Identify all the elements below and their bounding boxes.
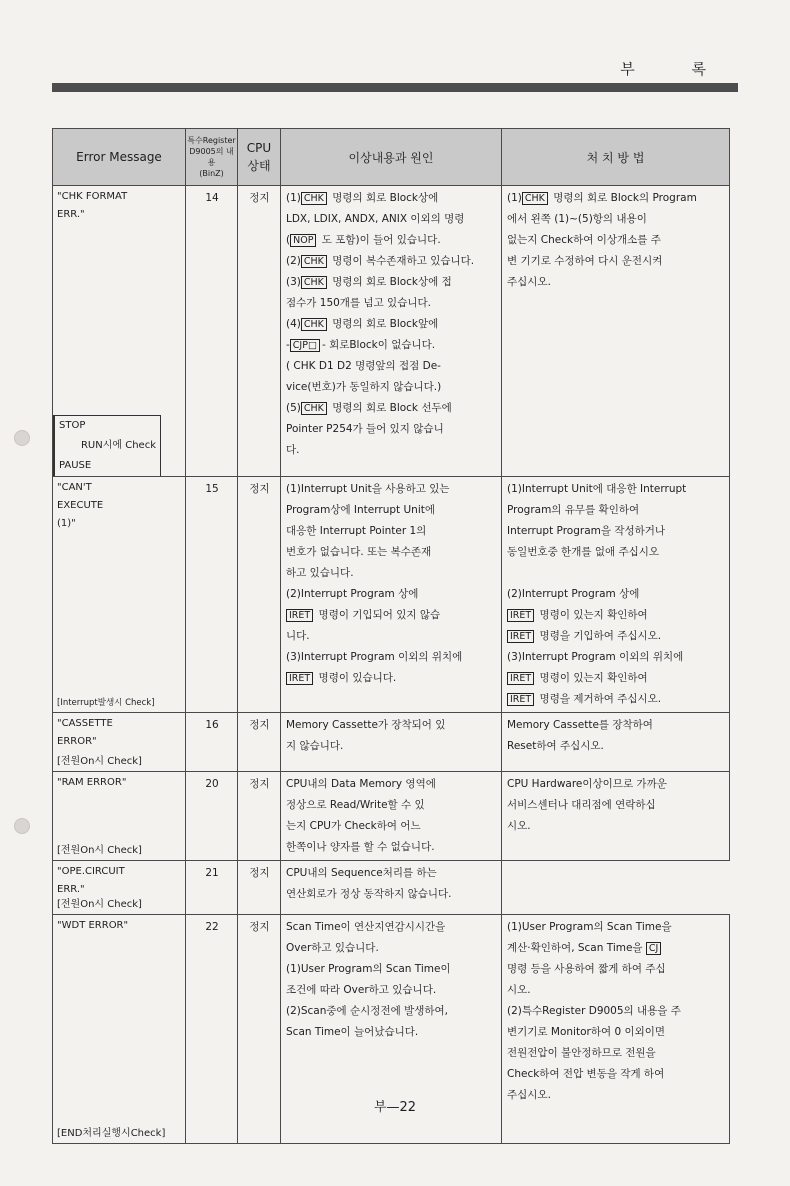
binder-hole-top [14, 430, 30, 446]
register-value: 14 [186, 186, 238, 477]
cause-line: Memory Cassette가 장착되어 있 [286, 719, 446, 731]
action-line: 변 기기로 수정하여 다시 운전시켜 [507, 255, 663, 267]
cause-line: CPU내의 Sequence처리를 하는 [286, 867, 437, 879]
cause-line: 정상으로 Read/Write할 수 있 [286, 799, 425, 811]
instruction-box: CHK [301, 402, 327, 415]
binder-hole-bottom [14, 818, 30, 834]
check-condition: [END처리실행시Check] [57, 1128, 166, 1139]
error-message: "CAN'T EXECUTE (1)" [57, 482, 104, 529]
action-line: 없는지 Check하여 이상개소를 주 [507, 234, 661, 246]
cpu-state: 정지 [238, 772, 281, 861]
cause-line: (3) CHK 명령의 회로 Block상에 접 [286, 276, 452, 288]
action-line: IRET 명령이 있는지 확인하여 [507, 668, 725, 689]
cause-line: 는지 CPU가 Check하여 어느 [286, 820, 421, 832]
instruction-box: CJP□ [290, 339, 320, 352]
error-message-cell [53, 861, 186, 915]
action-line: (3)Interrupt Program 이외의 위치에 [507, 651, 684, 663]
action-line: 명령 등을 사용하여 짧게 하여 주십 [507, 963, 666, 975]
cpu-state: 정지 [238, 915, 281, 1144]
cause-cell [281, 477, 502, 713]
error-message: "CHK FORMAT ERR." [57, 191, 128, 220]
action-line: Interrupt Program을 작성하거나 [507, 525, 666, 537]
register-value: 20 [186, 772, 238, 861]
action-line: 서비스센터나 대리점에 연락하십 [507, 799, 656, 811]
cause-line: IRET 명령이 있습니다. [286, 668, 497, 689]
instruction-box: CJ [646, 942, 661, 955]
check-condition: [Interrupt발생시 Check] [57, 698, 155, 708]
cause-line: LDX, LDIX, ANDX, ANIX 이외의 명령 [286, 213, 465, 225]
header-action: 처 치 방 법 [502, 129, 730, 186]
header-cause: 이상내용과 원인 [281, 129, 502, 186]
cause-cell [281, 861, 502, 915]
instruction-box: CHK [522, 192, 548, 205]
error-message-cell [53, 477, 186, 713]
instruction-box: CHK [301, 276, 327, 289]
action-cell [502, 713, 730, 772]
cause-line: Pointer P254가 들어 있지 않습니 [286, 423, 444, 435]
action-line: Memory Cassette를 장착하여 [507, 719, 653, 731]
table-row [53, 713, 730, 772]
cause-line: (5) CHK 명령의 회로 Block 선두에 [286, 402, 452, 414]
table-row [53, 186, 730, 477]
error-message-cell [53, 186, 186, 477]
action-line: 전원전압이 불안정하므로 전원을 [507, 1047, 656, 1059]
action-line: 시오. [507, 984, 531, 996]
table-row [53, 772, 730, 861]
instruction-box: IRET [286, 609, 313, 622]
cause-line: (1)User Program의 Scan Time이 [286, 963, 451, 975]
action-cell [502, 186, 730, 477]
error-message: "RAM ERROR" [57, 777, 127, 788]
instruction-box: IRET [286, 672, 313, 685]
cause-line: IRET 명령이 기입되어 있지 않습 [286, 605, 497, 626]
action-line: CPU Hardware이상이므로 가까운 [507, 778, 667, 790]
action-line: (1) CHK 명령의 회로 Block의 Program [507, 192, 697, 204]
instruction-box: IRET [507, 672, 534, 685]
check-condition-mid: RUN시에 Check [80, 440, 156, 451]
cause-line: Program상에 Interrupt Unit에 [286, 504, 435, 516]
register-value: 16 [186, 713, 238, 772]
action-cell [502, 477, 730, 713]
cause-cell [281, 772, 502, 861]
action-line: 계산·확인하여, Scan Time을 CJ [507, 938, 725, 959]
check-condition-top: STOP [59, 420, 86, 431]
cause-line: 연산회로가 정상 동작하지 않습니다. [286, 888, 452, 900]
action-line: (1)User Program의 Scan Time을 [507, 921, 672, 933]
instruction-box: CHK [301, 192, 327, 205]
action-line: Program의 유무를 확인하여 [507, 504, 640, 516]
check-condition: [전원On시 Check] [57, 756, 142, 767]
cause-line: 대응한 Interrupt Pointer 1의 [286, 525, 427, 537]
header-cpu-state [238, 129, 281, 186]
check-condition-bot: PAUSE [59, 460, 92, 471]
table-row [53, 477, 730, 713]
error-message: "WDT ERROR" [57, 920, 129, 931]
instruction-box: IRET [507, 630, 534, 643]
error-table [52, 128, 730, 1144]
cause-line: 점수가 150개를 넘고 있습니다. [286, 297, 431, 309]
action-line: IRET 명령을 제거하여 주십시오. [507, 689, 725, 710]
header-register-line1: 특수Register [187, 136, 236, 145]
table-row [53, 861, 730, 915]
cause-line: 다. [286, 444, 300, 456]
instruction-box: CHK [301, 318, 327, 331]
cpu-state: 정지 [238, 861, 281, 915]
cause-line: (3)Interrupt Program 이외의 위치에 [286, 651, 463, 663]
cpu-state: 정지 [238, 713, 281, 772]
header-cpu-line2: 상태 [247, 159, 271, 173]
check-condition: [전원On시 Check] [57, 899, 142, 910]
action-line: 주십시오. [507, 276, 551, 288]
cause-line: 조건에 따라 Over하고 있습니다. [286, 984, 437, 996]
action-line: 변기기로 Monitor하여 0 이외이면 [507, 1026, 666, 1038]
action-line: 에서 왼쪽 (1)~(5)항의 내용이 [507, 213, 647, 225]
action-line: Check하여 전압 변동을 작게 하여 [507, 1068, 665, 1080]
cpu-state: 정지 [238, 477, 281, 713]
error-message-cell [53, 772, 186, 861]
cause-line: - CJP□ - 회로Block이 없습니다. [286, 339, 436, 351]
cause-line: (4) CHK 명령의 회로 Block앞에 [286, 318, 439, 330]
instruction-box: IRET [507, 693, 534, 706]
cause-cell [281, 713, 502, 772]
cause-line: 번호가 없습니다. 또는 복수존재 [286, 546, 432, 558]
action-line: IRET 명령이 있는지 확인하여 [507, 605, 725, 626]
header-register-line2: D9005의 내용 [189, 147, 234, 167]
header-error-message: Error Message [53, 129, 186, 186]
cause-line: vice(번호)가 동일하지 않습니다.) [286, 381, 442, 393]
header-register-content [186, 129, 238, 186]
running-header: 부 록 [620, 60, 732, 78]
action-line: 동일번호중 한개를 없애 주십시오 [507, 546, 660, 558]
cause-line: (2)Interrupt Program 상에 [286, 588, 419, 600]
header-cpu-line1: CPU [246, 141, 272, 155]
cause-line: 니다. [286, 630, 310, 642]
cause-line: ( CHK D1 D2 명령앞의 접점 De- [286, 360, 441, 372]
cause-line: Scan Time이 늘어났습니다. [286, 1026, 419, 1038]
register-value: 15 [186, 477, 238, 713]
table-header-row [53, 129, 730, 186]
cause-line: (1)Interrupt Unit을 사용하고 있는 [286, 483, 450, 495]
action-cell [502, 772, 730, 861]
action-line: (1)Interrupt Unit에 대응한 Interrupt [507, 483, 687, 495]
cause-line: 지 않습니다. [286, 740, 344, 752]
register-value: 22 [186, 915, 238, 1144]
register-value: 21 [186, 861, 238, 915]
error-message: "OPE.CIRCUIT ERR." [57, 866, 125, 895]
instruction-box: NOP [290, 234, 316, 247]
page-number: 부—22 [373, 1100, 417, 1115]
cause-line: ( NOP 도 포함)이 들어 있습니다. [286, 234, 441, 246]
cpu-state: 정지 [238, 186, 281, 477]
action-cell [502, 861, 730, 915]
cause-line: Over하고 있습니다. [286, 942, 379, 954]
error-message: "CASSETTE ERROR" [57, 718, 113, 747]
instruction-box: IRET [507, 609, 534, 622]
action-line: IRET 명령을 기입하여 주십시오. [507, 626, 725, 647]
action-line [507, 563, 725, 584]
cause-line: (2) CHK 명령이 복수존재하고 있습니다. [286, 255, 475, 267]
cause-line: Scan Time이 연산지연감시시간을 [286, 921, 446, 933]
cause-line: CPU내의 Data Memory 영역에 [286, 778, 436, 790]
action-line: 시오. [507, 820, 531, 832]
action-line: (2)Interrupt Program 상에 [507, 588, 640, 600]
error-message-cell [53, 713, 186, 772]
header-rule [52, 83, 738, 92]
action-line: (2)특수Register D9005의 내용을 주 [507, 1005, 681, 1017]
action-line: Reset하여 주십시오. [507, 740, 604, 752]
cause-line: 한쪽이나 양자를 할 수 없습니다. [286, 841, 435, 853]
header-register-line3: (BinZ) [199, 169, 224, 178]
check-condition [53, 415, 161, 476]
cause-line: (1) CHK 명령의 회로 Block상에 [286, 192, 439, 204]
cause-line: (2)Scan중에 순시정전에 발생하여, [286, 1005, 448, 1017]
check-condition: [전원On시 Check] [57, 845, 142, 856]
action-line: 주십시오. [507, 1089, 551, 1101]
cause-line: 하고 있습니다. [286, 567, 354, 579]
cause-cell [281, 186, 502, 477]
instruction-box: CHK [301, 255, 327, 268]
